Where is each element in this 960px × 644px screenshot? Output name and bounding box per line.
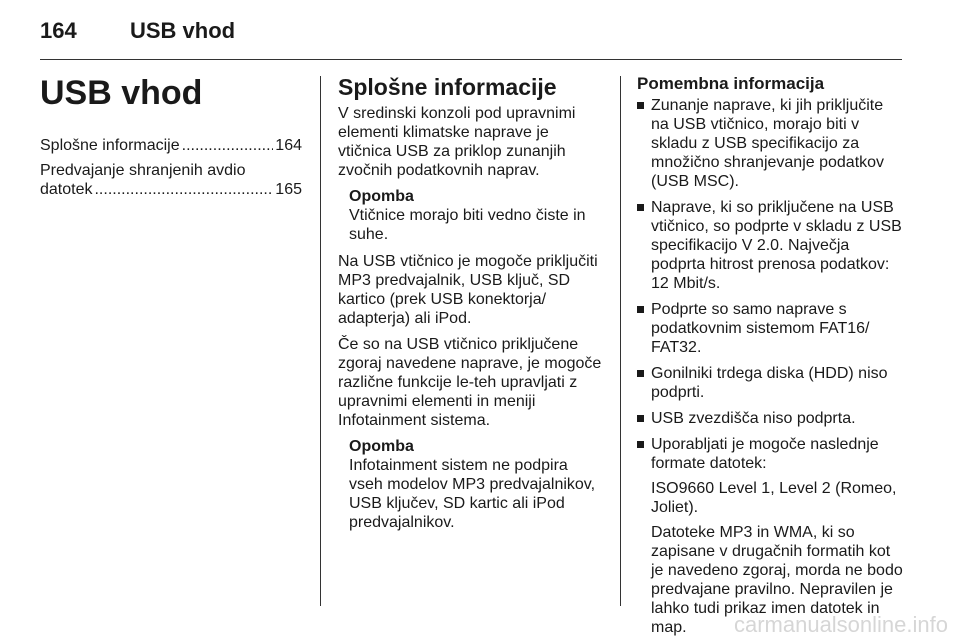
page-number: 164 xyxy=(40,18,77,43)
iso-format-text: ISO9660 Level 1, Level 2 (Romeo, Joliet). xyxy=(651,480,897,516)
note-text: Infotainment sistem ne podpira vseh modelov MP3 predvajalnikov, USB ključev, SD kartic ali iPod predvajalnikov. xyxy=(349,457,596,531)
square-bullet-icon xyxy=(637,370,644,377)
important-info-list xyxy=(637,96,905,637)
compatible-devices-paragraph: Na USB vtičnico je mogoče priključiti MP3 predvajalnik, USB ključ, SD kartico (prek USB konektorja/ adapterja) ali iPod. xyxy=(338,253,598,327)
control-paragraph: Če so na USB vtičnico priključene zgoraj navedene naprave, je mogoče različne funkcije le-teh upravljati z upravnimi elementi in meniji Infotainment sistema. xyxy=(338,336,602,429)
source-watermark: carmanualsonline.info xyxy=(733,612,948,637)
toc-leader-dots xyxy=(182,136,274,155)
toc-entry-playback[interactable] xyxy=(40,161,302,199)
square-bullet-icon xyxy=(637,441,644,448)
general-intro-paragraph: V sredinski konzoli pod upravnimi elementi klimatske naprave je vtičnica USB za priklop zunanjih zvočnih podatkovnih naprav. xyxy=(338,105,576,179)
general-info-heading: Splošne informacije xyxy=(338,74,557,100)
toc-entry-text: datotek xyxy=(40,181,93,198)
note-label: Opomba xyxy=(349,188,414,205)
square-bullet-icon xyxy=(637,204,644,211)
list-item: Naprave, ki so priključene na USB vtičnico, so podprte v skladu z USB specifikacijo V 2.0. Največja podprta hitrost prenosa podatkov: 12 Mbit/s. xyxy=(637,198,905,293)
list-item: Podprte so samo naprave s podatkovnim sistemom FAT16/ FAT32. xyxy=(637,300,905,357)
page-header xyxy=(40,18,902,58)
note-text: Vtičnice morajo biti vedno čiste in suhe. xyxy=(349,207,586,243)
important-info-heading: Pomembna informacija xyxy=(637,74,825,93)
list-item: USB zvezdišča niso podprta. xyxy=(637,409,905,428)
list-item: Zunanje naprave, ki jih priključite na USB vtičnico, morajo biti v skladu z USB specifikacijo za množično shranjevanje podatkov (USB MSC). xyxy=(637,96,905,191)
toc-entry-text: Splošne informacije xyxy=(40,137,180,154)
general-info-column xyxy=(338,74,606,540)
list-item: Gonilniki trdega diska (HDD) niso podprti. xyxy=(637,364,905,402)
square-bullet-icon xyxy=(637,306,644,313)
toc-entry-general[interactable] xyxy=(40,136,302,155)
square-bullet-icon xyxy=(637,102,644,109)
important-info-column xyxy=(637,74,905,644)
toc-entry-text: Predvajanje shranjenih avdio xyxy=(40,162,246,179)
header-rule xyxy=(40,59,902,60)
list-item: Uporabljati je mogoče naslednje formate datotek: ISO9660 Level 1, Level 2 (Romeo, Joliet). Datoteke MP3 in WMA, ki so zapisane v drugačnih formatih kot je navedeno zgoraj, morda ne bodo predvajane pravilno. Nepravilen je lahko tudi prikaz imen datotek in map. xyxy=(637,435,905,637)
toc-column xyxy=(40,74,302,205)
column-divider-2 xyxy=(620,76,621,606)
toc-leader-dots xyxy=(94,180,273,199)
header-section-title: USB vhod xyxy=(130,18,236,43)
mp3-format-text: Datoteke MP3 in WMA, ki so zapisane v drugačnih formatih kot je navedeno zgoraj, morda ne bodo predvajane pravilno. Nepravilen je lahko tudi prikaz imen datotek in map. xyxy=(651,524,903,636)
note-label: Opomba xyxy=(349,438,414,455)
note-box xyxy=(349,187,606,244)
toc-entry-page: 164 xyxy=(275,137,302,154)
chapter-title: USB vhod xyxy=(40,74,203,112)
square-bullet-icon xyxy=(637,415,644,422)
column-divider-1 xyxy=(320,76,321,606)
note-box xyxy=(349,437,606,532)
toc-entry-page: 165 xyxy=(275,181,302,198)
